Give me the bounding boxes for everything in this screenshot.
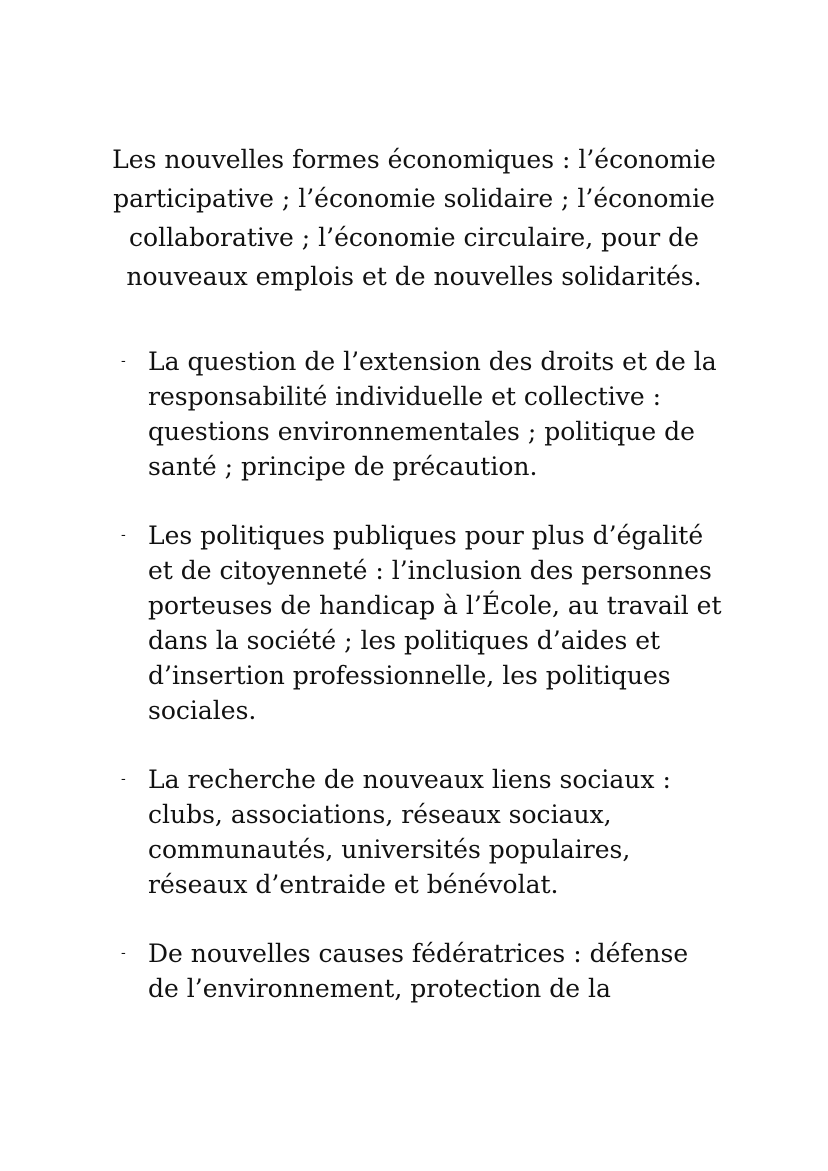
bullet-line: réseaux d’entraide et bénévolat. [148, 870, 559, 899]
bullet-item-rights [0, 344, 828, 484]
bullet-dash: - [121, 945, 126, 961]
bullet-list [0, 344, 828, 1040]
bullet-line: De nouvelles causes fédératrices : défense [148, 939, 689, 968]
bullet-line: santé ; principe de précaution. [148, 452, 538, 481]
intro-line: collaborative ; l’économie circulaire, pour de [129, 223, 699, 252]
bullet-line: porteuses de handicap à l’École, au travail et [148, 591, 722, 620]
bullet-text [148, 936, 788, 1006]
bullet-dash: - [121, 353, 126, 369]
bullet-text [148, 762, 788, 902]
bullet-text [148, 518, 788, 728]
bullet-line: et de citoyenneté : l’inclusion des personnes [148, 556, 712, 585]
intro-line: Les nouvelles formes économiques : l’économie [112, 145, 716, 174]
intro-line: nouveaux emplois et de nouvelles solidarités. [126, 262, 702, 291]
bullet-text [148, 344, 788, 484]
bullet-line: responsabilité individuelle et collective : [148, 382, 662, 411]
bullet-item-social-links [0, 762, 828, 902]
bullet-item-public-policies [0, 518, 828, 728]
bullet-line: Les politiques publiques pour plus d’égalité [148, 521, 704, 550]
bullet-line: La question de l’extension des droits et de la [148, 347, 717, 376]
bullet-dash: - [121, 771, 126, 787]
bullet-line: de l’environnement, protection de la [148, 974, 611, 1003]
bullet-item-new-causes [0, 936, 828, 1006]
bullet-line: communautés, universités populaires, [148, 835, 631, 864]
bullet-line: sociales. [148, 696, 257, 725]
bullet-line: dans la société ; les politiques d’aides et [148, 626, 661, 655]
intro-paragraph [88, 140, 740, 296]
bullet-line: d’insertion professionnelle, les politiques [148, 661, 671, 690]
intro-line: participative ; l’économie solidaire ; l’économie [113, 184, 715, 213]
bullet-line: clubs, associations, réseaux sociaux, [148, 800, 612, 829]
bullet-dash: - [121, 527, 126, 543]
bullet-line: questions environnementales ; politique de [148, 417, 695, 446]
bullet-line: La recherche de nouveaux liens sociaux : [148, 765, 671, 794]
